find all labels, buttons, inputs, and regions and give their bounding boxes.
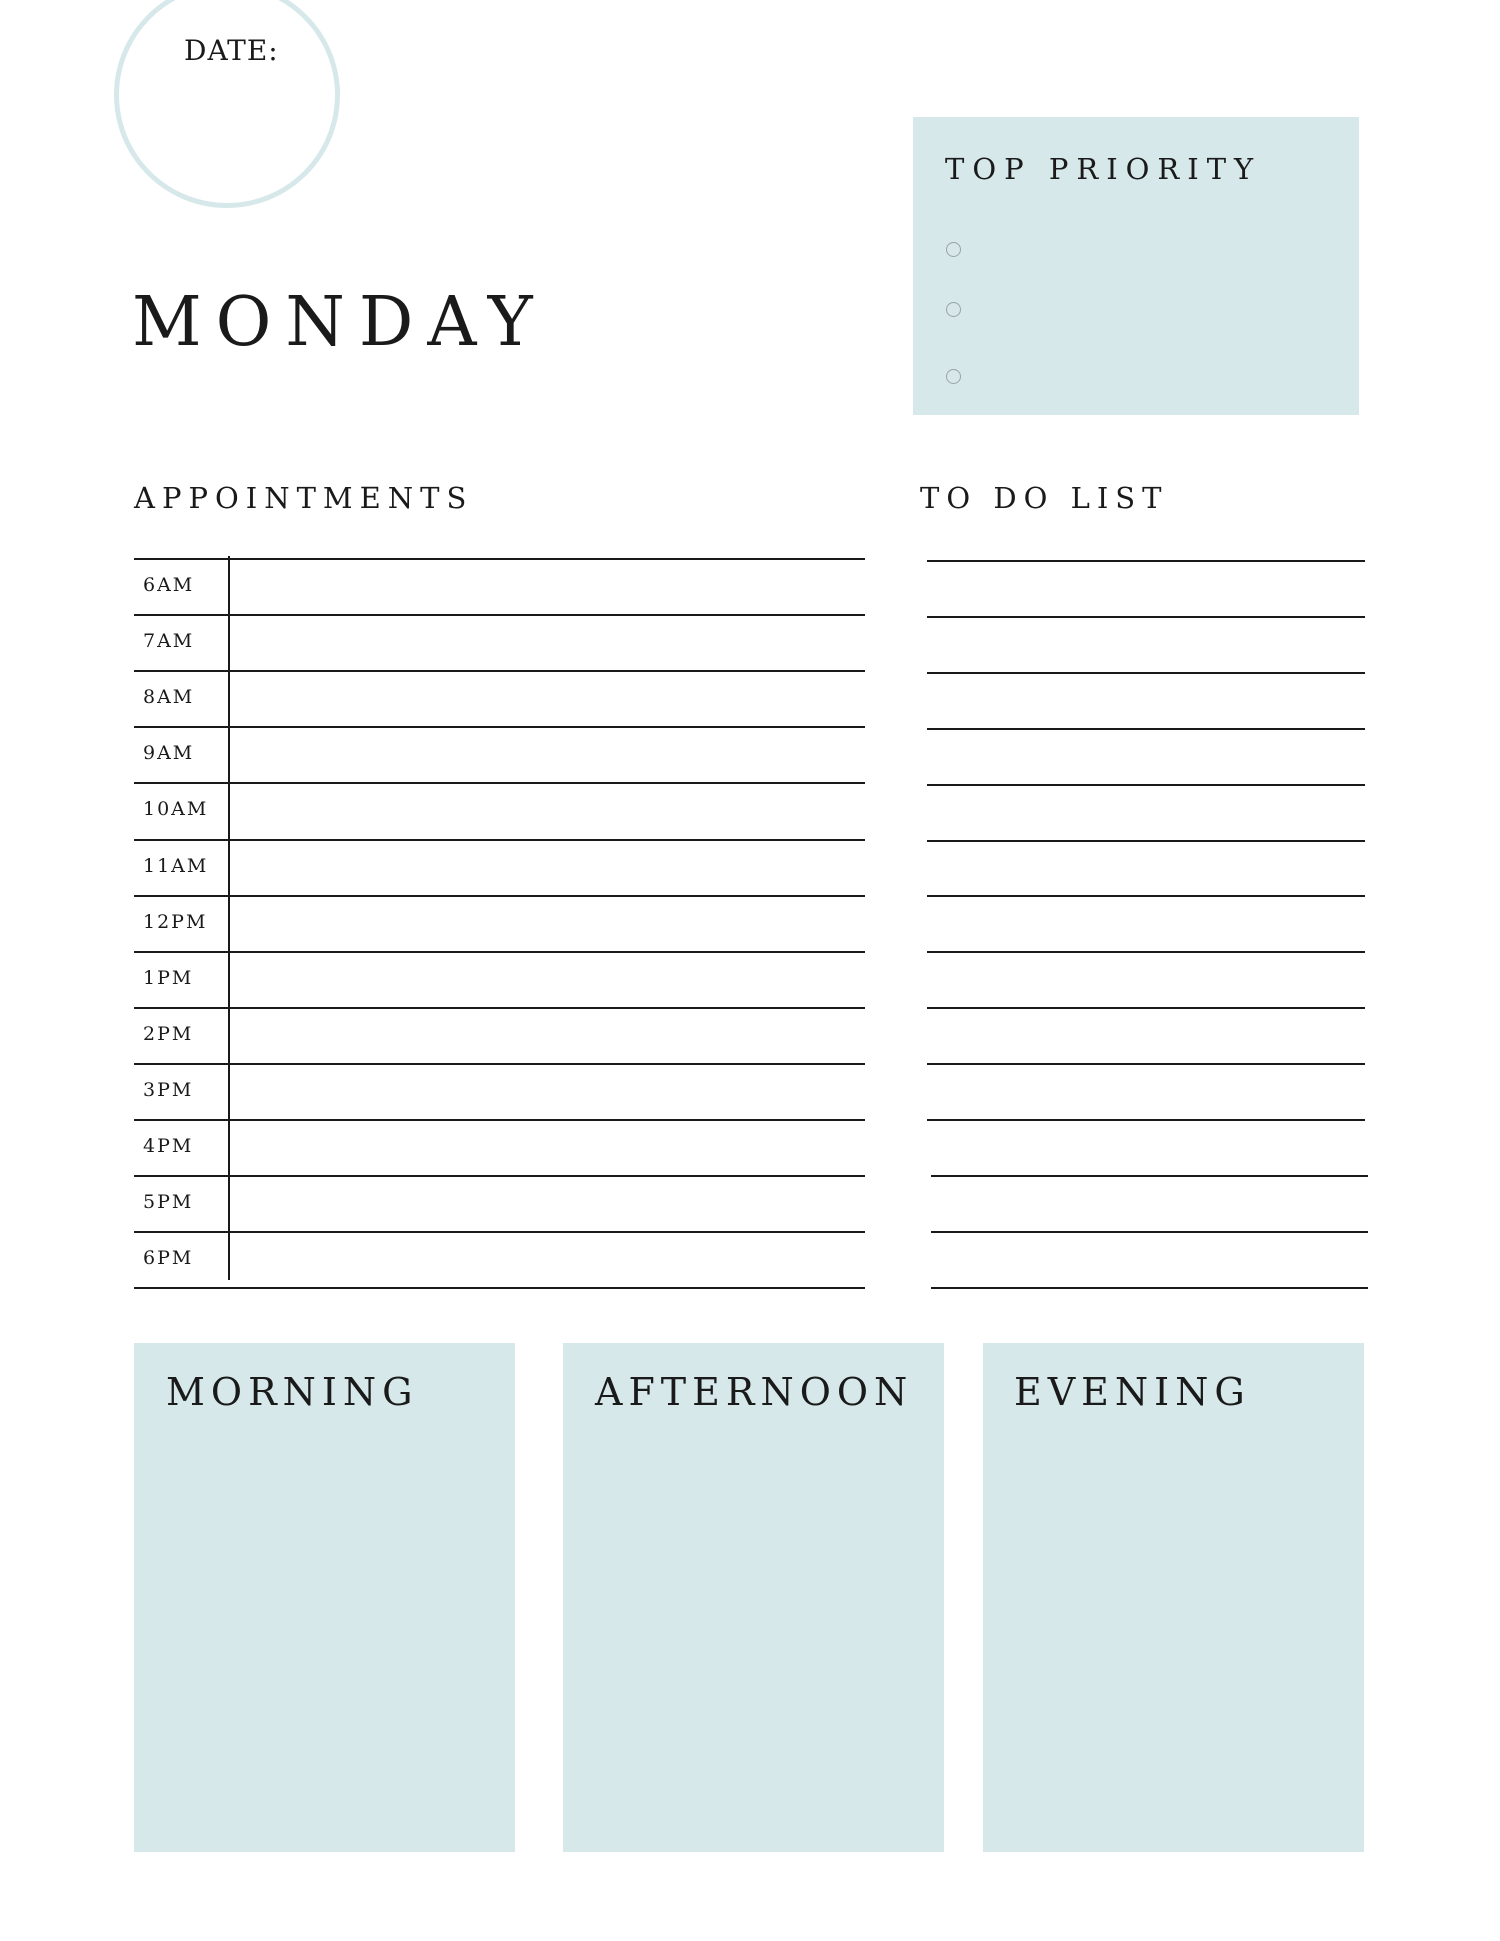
appointment-slot[interactable]	[230, 560, 863, 612]
appointments-title: APPOINTMENTS	[134, 481, 474, 515]
appointment-slot[interactable]	[230, 784, 863, 836]
todo-line[interactable]	[927, 672, 1365, 674]
time-label: 8AM	[143, 686, 195, 709]
todo-line[interactable]	[931, 1287, 1368, 1289]
evening-box[interactable]	[983, 1343, 1364, 1852]
morning-box[interactable]	[134, 1343, 515, 1852]
time-label: 6PM	[143, 1247, 194, 1270]
time-label: 5PM	[143, 1191, 194, 1214]
afternoon-title: AFTERNOON	[595, 1370, 914, 1414]
time-label: 3PM	[143, 1078, 194, 1101]
time-label: 1PM	[143, 966, 194, 989]
todo-line[interactable]	[927, 1063, 1365, 1065]
appointment-slot[interactable]	[230, 672, 863, 724]
todo-line[interactable]	[931, 1175, 1368, 1177]
time-label: 10AM	[143, 798, 209, 821]
appointment-row-line	[134, 1287, 865, 1289]
morning-title: MORNING	[166, 1370, 419, 1414]
date-label: DATE:	[184, 34, 279, 67]
appointment-slot[interactable]	[230, 616, 863, 668]
todo-line[interactable]	[927, 728, 1365, 730]
appointment-slot[interactable]	[230, 1177, 863, 1229]
time-label: 11AM	[143, 854, 209, 877]
priority-checkbox-1[interactable]	[946, 242, 961, 257]
todo-line[interactable]	[927, 784, 1365, 786]
priority-checkbox-3[interactable]	[946, 369, 961, 384]
todo-line[interactable]	[927, 1119, 1365, 1121]
appointment-slot[interactable]	[230, 1009, 863, 1061]
time-label: 12PM	[143, 910, 208, 933]
time-label: 6AM	[143, 574, 195, 596]
appointment-slot[interactable]	[230, 1065, 863, 1117]
todo-line[interactable]	[927, 895, 1365, 897]
todo-line[interactable]	[927, 560, 1365, 562]
top-priority-title: TOP PRIORITY	[945, 152, 1262, 186]
evening-title: EVENING	[1014, 1370, 1251, 1414]
day-title: MONDAY	[132, 283, 547, 362]
todo-line[interactable]	[931, 1231, 1368, 1233]
time-label: 2PM	[143, 1022, 194, 1045]
todo-list-title: TO DO LIST	[920, 481, 1169, 515]
appointment-slot[interactable]	[230, 841, 863, 893]
todo-line[interactable]	[927, 1007, 1365, 1009]
todo-line[interactable]	[927, 840, 1365, 842]
time-label: 7AM	[143, 630, 195, 653]
appointment-slot[interactable]	[230, 1233, 863, 1285]
time-label: 4PM	[143, 1135, 194, 1157]
appointment-slot[interactable]	[230, 728, 863, 780]
date-circle[interactable]	[114, 0, 340, 208]
appointment-slot[interactable]	[230, 897, 863, 949]
todo-line[interactable]	[927, 616, 1365, 618]
todo-line[interactable]	[927, 951, 1365, 953]
time-label: 9AM	[143, 742, 195, 765]
appointment-slot[interactable]	[230, 953, 863, 1005]
appointment-slot[interactable]	[230, 1121, 863, 1173]
afternoon-box[interactable]	[563, 1343, 944, 1852]
priority-checkbox-2[interactable]	[946, 302, 961, 317]
